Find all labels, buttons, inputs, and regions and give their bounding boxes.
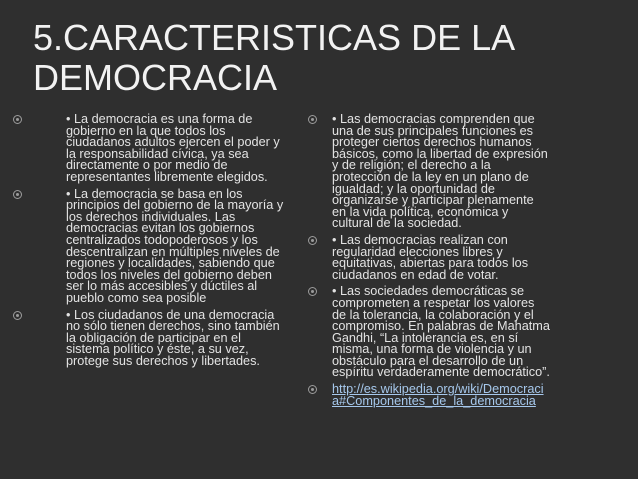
paragraph-line: principios del gobierno de la mayoría y <box>66 198 284 213</box>
paragraph-line: proteger ciertos derechos humanos <box>332 135 532 150</box>
slide-title-line: DEMOCRACIA <box>33 57 278 98</box>
slide-title <box>33 18 515 98</box>
circle-dot-icon <box>308 385 317 394</box>
paragraph-line: la responsabilidad cívica, ya sea <box>66 146 249 161</box>
bullet-paragraph <box>66 186 284 305</box>
link-line[interactable]: http://es.wikipedia.org/wiki/Democraci <box>332 382 544 397</box>
paragraph-line: comprometen a respetar los valores <box>332 295 535 310</box>
circle-dot-icon <box>13 190 22 199</box>
paragraph-line: organizarse y participar plenamente <box>332 193 534 208</box>
circle-dot-icon <box>308 287 317 296</box>
link-line[interactable]: a#Componentes_de_la_democracia <box>332 393 536 408</box>
paragraph-line: gobierno en la que todos los <box>66 123 226 138</box>
right-column <box>332 114 550 412</box>
paragraph-line: pueblo como sea posible <box>66 290 207 305</box>
paragraph-line: y de religión; el derecho a la <box>332 158 491 173</box>
paragraph-line: la obligación de participar en el <box>66 330 241 345</box>
bullet-paragraph <box>66 307 283 368</box>
bullet-paragraph <box>332 114 550 230</box>
paragraph-line: sistema político y éste, a su vez, <box>66 342 249 357</box>
paragraph-line: Gandhi, “La intolerancia es, en sí <box>332 330 519 345</box>
bullet-paragraph <box>66 114 283 184</box>
paragraph-line: ciudadanos adultos ejercen el poder y <box>66 135 280 150</box>
slide-title-line: 5.CARACTERISTICAS DE LA <box>33 17 516 58</box>
circle-dot-icon <box>308 236 317 245</box>
paragraph-line: de la tolerancia, la colaboración y el <box>332 307 534 322</box>
paragraph-line: equitativas, abiertas para todos los <box>332 256 529 271</box>
paragraph-line: descentralizan en múltiples niveles de <box>66 244 280 259</box>
paragraph-line: los derechos individuales. Las <box>66 209 236 224</box>
paragraph-line: protección de la ley en un plano de <box>332 169 529 184</box>
circle-dot-icon <box>308 115 317 124</box>
left-column <box>66 114 283 372</box>
paragraph-line: igualdad; y la oportunidad de <box>332 181 495 196</box>
paragraph-line: • La democracia se basa en los <box>66 186 243 201</box>
bullet-paragraph <box>332 384 550 407</box>
paragraph-line: • Las sociedades democráticas se <box>332 284 525 299</box>
paragraph-line: misma, una forma de violencia y un <box>332 342 532 357</box>
paragraph-line: no sólo tienen derechos, sino también <box>66 319 280 334</box>
paragraph-line: una de sus principales funciones es <box>332 123 534 138</box>
paragraph-line: • La democracia es una forma de <box>66 112 253 126</box>
paragraph-line: directamente o por medio de <box>66 158 228 173</box>
paragraph-line: básicos, como la libertad de expresión <box>332 146 548 161</box>
paragraph-line: regularidad elecciones libres y <box>332 244 503 259</box>
paragraph-line: espíritu verdaderamente democrático”. <box>332 365 550 380</box>
paragraph-line: centralizados todopoderosos y los <box>66 232 258 247</box>
paragraph-line: todos los niveles del gobierno deben <box>66 267 272 282</box>
paragraph-line: ciudadanos en edad de votar. <box>332 267 499 282</box>
paragraph-line: ser lo más accesibles y dúctiles al <box>66 279 258 294</box>
paragraph-line: representantes libremente elegidos. <box>66 169 268 184</box>
paragraph-line: regiones y localidades, sabiendo que <box>66 256 275 271</box>
circle-dot-icon <box>13 311 22 320</box>
bullet-paragraph <box>332 232 550 282</box>
paragraph-line: cultural de la sociedad. <box>332 216 462 231</box>
bullet-paragraph <box>332 286 550 379</box>
paragraph-line: • Los ciudadanos de una democracia <box>66 307 275 322</box>
paragraph-line: protege sus derechos y libertades. <box>66 353 260 368</box>
paragraph-line: • Las democracias comprenden que <box>332 112 535 126</box>
paragraph-line: obstáculo para el desarrollo de un <box>332 353 524 368</box>
circle-dot-icon <box>13 115 22 124</box>
paragraph-line: democracias evitan los gobiernos <box>66 221 255 236</box>
paragraph-line: en la vida política, económica y <box>332 204 509 219</box>
wikipedia-link[interactable] <box>332 384 550 407</box>
paragraph-line: compromiso. En palabras de Mahatma <box>332 319 550 334</box>
paragraph-line: • Las democracias realizan con <box>332 232 508 247</box>
